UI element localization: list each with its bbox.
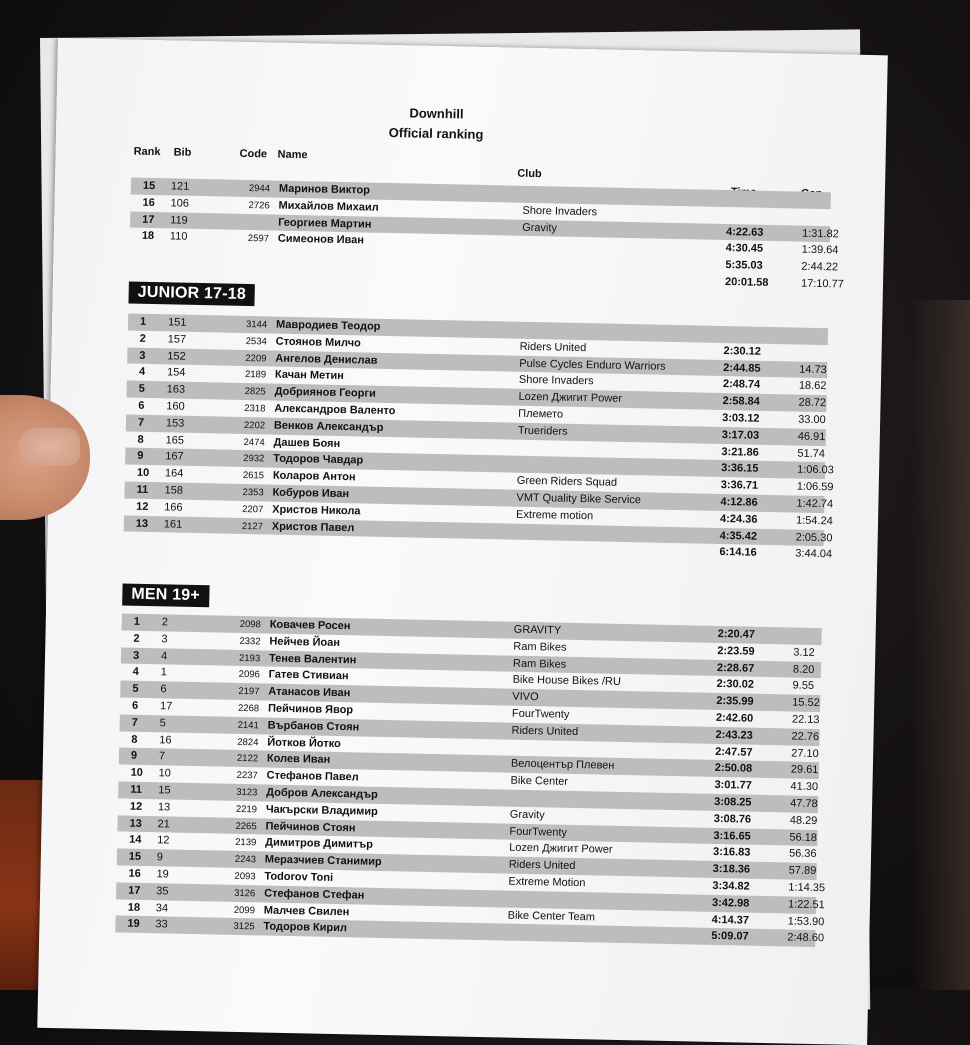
cell-time: 2:44.85: [723, 361, 761, 375]
cell-bib: 7: [158, 750, 166, 763]
cell-name: Христов Никола: [272, 503, 361, 518]
cell-rank: 7: [137, 416, 145, 429]
cell-club: VIVO: [512, 690, 539, 704]
cell-code: 2098: [239, 618, 262, 631]
cell-rank: 6: [138, 399, 145, 412]
cell-gap: 2:48.60: [787, 931, 825, 945]
cell-time: 4:35.42: [719, 529, 758, 543]
cell-club: Riders United: [511, 724, 579, 738]
cell-time: 2:50.08: [714, 762, 753, 776]
cell-gap: 28.72: [798, 396, 827, 410]
results-sheet: [37, 38, 888, 1045]
cell-gap: 57.89: [788, 864, 817, 878]
cell-bib: 2: [161, 616, 169, 629]
cell-gap: 1:14.35: [788, 881, 826, 895]
cell-gap: 1:54.24: [795, 514, 833, 528]
cell-club: Bike House Bikes /RU: [512, 674, 621, 689]
top-results-table: [129, 178, 844, 293]
cell-rank: 8: [137, 433, 144, 446]
cell-gap: 14.73: [799, 363, 827, 376]
cell-rank: 17: [128, 884, 141, 897]
cell-bib: 35: [156, 884, 169, 898]
cell-time: 4:30.45: [725, 242, 764, 256]
cell-name: Тенев Валентин: [268, 652, 357, 666]
cell-bib: 165: [165, 433, 185, 447]
cell-name: Тодоров Чавдар: [273, 452, 364, 467]
cell-bib: 154: [166, 366, 186, 380]
cell-time: 3:08.76: [713, 812, 752, 826]
cell-time: 2:23.59: [717, 644, 755, 658]
cell-rank: 4: [132, 666, 139, 679]
cell-gap: 47.78: [790, 797, 818, 811]
cell-name: Димитров Димитър: [265, 836, 374, 852]
section-label-men: MEN 19+: [122, 583, 209, 607]
cell-bib: 121: [170, 180, 190, 193]
cell-name: Ангелов Денислав: [275, 352, 378, 367]
cell-club: Green Riders Squad: [516, 474, 618, 489]
cell-code: 2139: [235, 837, 257, 849]
cell-name: Малчев Свилен: [263, 904, 350, 918]
cell-code: 3123: [236, 786, 258, 799]
background-blur-right: [910, 300, 970, 990]
cell-code: 2122: [236, 753, 259, 765]
cell-rank: 8: [131, 733, 138, 746]
cell-rank: 10: [130, 766, 143, 780]
cell-bib: 153: [165, 417, 185, 430]
cell-gap: 9.55: [792, 679, 815, 693]
cell-club: Gravity: [509, 808, 545, 822]
cell-code: 2127: [241, 520, 264, 532]
cell-bib: 152: [167, 349, 186, 363]
cell-time: 2:58.84: [722, 395, 760, 408]
cell-code: 2197: [238, 686, 260, 698]
cell-code: 2237: [236, 770, 258, 782]
cell-time: 2:30.02: [716, 678, 755, 692]
cell-bib: 158: [164, 484, 184, 497]
cell-gap: 29.61: [790, 763, 819, 777]
header-rank: Rank: [133, 145, 161, 159]
cell-club: VMT Quality Bike Service: [516, 491, 642, 507]
cell-gap: 1:53.90: [787, 915, 825, 928]
cell-club: Extreme motion: [515, 508, 594, 523]
cell-code: 2193: [238, 652, 261, 664]
cell-code: 3126: [234, 887, 256, 900]
cell-rank: 12: [129, 800, 143, 813]
cell-bib: 13: [157, 801, 171, 814]
cell-gap: 56.36: [788, 847, 817, 861]
cell-gap: 22.76: [791, 730, 820, 743]
cell-time: 3:34.82: [712, 879, 750, 893]
cell-time: 2:48.74: [722, 378, 761, 392]
cell-time: 2:28.67: [716, 661, 755, 675]
cell-bib: 161: [163, 517, 183, 531]
cell-bib: 4: [160, 649, 168, 663]
cell-bib: 163: [166, 383, 186, 396]
cell-club: Gravity: [522, 221, 558, 235]
thumb-nail: [18, 428, 80, 466]
cell-rank: 11: [136, 483, 149, 496]
cell-club: Riders United: [508, 858, 576, 873]
cell-rank: 10: [136, 466, 150, 480]
cell-name: Колев Иван: [266, 752, 331, 767]
cell-code: 2207: [242, 503, 264, 516]
cell-bib: 21: [157, 817, 170, 831]
cell-code: 2209: [245, 352, 267, 365]
cell-bib: 33: [155, 918, 168, 931]
cell-code: 2265: [235, 820, 257, 832]
cell-code: 2534: [245, 335, 267, 348]
cell-name: Todorov Toni: [264, 870, 334, 884]
cell-bib: 5: [159, 717, 166, 730]
cell-code: 2726: [248, 199, 270, 212]
cell-name: Меразчиев Станимир: [264, 853, 382, 869]
cell-name: Тодоров Кирил: [263, 920, 348, 935]
cell-club: Племето: [518, 407, 564, 421]
cell-code: 2202: [243, 419, 266, 432]
cell-bib: 15: [158, 784, 171, 797]
cell-rank: 18: [141, 230, 155, 243]
header-club: Club: [517, 167, 542, 181]
cell-code: 2474: [243, 436, 265, 448]
cell-bib: 160: [166, 400, 185, 413]
cell-code: 2932: [243, 453, 265, 465]
document-title: Downhill: [409, 105, 464, 122]
cell-club: Велоцентър Плевен: [510, 758, 615, 773]
cell-gap: 2:05.30: [795, 531, 833, 544]
header-bib: Bib: [173, 146, 192, 159]
cell-bib: 164: [164, 467, 184, 480]
cell-time: 3:08.25: [714, 795, 752, 809]
cell-bib: 166: [164, 501, 183, 514]
cell-name: Стефанов Павел: [266, 769, 359, 784]
cell-time: 6:14.16: [719, 546, 757, 560]
cell-rank: 16: [142, 196, 155, 209]
cell-gap: 3.12: [793, 646, 815, 659]
cell-gap: 3:44.04: [795, 547, 833, 561]
cell-code: 2825: [244, 386, 266, 398]
cell-gap: 41.30: [790, 780, 819, 794]
cell-rank: 12: [136, 500, 149, 513]
cell-time: 2:35.99: [716, 695, 754, 708]
cell-time: 3:36.15: [721, 462, 759, 476]
cell-name: Гатев Стивиан: [268, 668, 349, 683]
cell-code: 2219: [235, 803, 258, 816]
document-subtitle: Official ranking: [388, 124, 484, 142]
cell-rank: 1: [133, 615, 141, 628]
cell-bib: 157: [167, 333, 187, 346]
cell-rank: 15: [128, 850, 142, 864]
cell-gap: 46.91: [797, 430, 826, 443]
cell-name: Александров Валенто: [274, 402, 396, 418]
cell-gap: 1:06.03: [796, 463, 834, 477]
cell-bib: 19: [156, 868, 169, 881]
cell-name: Ковачев Росен: [269, 618, 351, 633]
cell-rank: 9: [137, 450, 144, 463]
cell-time: 3:16.83: [712, 846, 751, 860]
cell-rank: 15: [142, 179, 156, 193]
cell-time: 2:30.12: [723, 344, 762, 358]
cell-name: Симеонов Иван: [277, 233, 365, 247]
cell-bib: 110: [169, 230, 188, 244]
cell-name: Михайлов Михаил: [278, 199, 379, 214]
cell-time: 4:24.36: [719, 512, 758, 526]
cell-gap: 48.29: [789, 814, 818, 827]
cell-gap: 2:44.22: [801, 260, 839, 274]
cell-name: Добров Александър: [266, 786, 378, 801]
cell-club: Ram Bikes: [513, 640, 567, 654]
cell-time: 4:22.63: [725, 225, 764, 239]
cell-rank: 19: [127, 917, 140, 931]
cell-time: 4:12.86: [720, 495, 758, 509]
cell-club: GRAVITY: [513, 623, 562, 637]
cell-gap: 33.00: [798, 413, 826, 427]
cell-name: Стефанов Стефан: [264, 887, 365, 902]
cell-code: 2268: [237, 702, 260, 715]
cell-name: Чакърски Владимир: [265, 803, 378, 818]
cell-rank: 4: [138, 366, 146, 379]
cell-bib: 106: [170, 197, 190, 210]
cell-bib: 10: [158, 767, 171, 780]
header-name: Name: [277, 148, 308, 162]
cell-rank: 3: [139, 349, 146, 362]
cell-time: 2:43.23: [715, 728, 753, 742]
cell-rank: 7: [131, 716, 138, 729]
cell-time: 2:47.57: [715, 745, 753, 759]
cell-time: 5:09.07: [711, 930, 749, 944]
cell-club: FourTwenty: [509, 825, 568, 839]
cell-rank: 13: [129, 817, 142, 830]
cell-code: 2093: [234, 870, 256, 883]
cell-bib: 119: [170, 213, 188, 227]
cell-code: 2189: [244, 369, 267, 381]
cell-time: 3:21.86: [721, 445, 759, 459]
cell-gap: 27.10: [791, 747, 819, 760]
cell-rank: 1: [139, 315, 147, 328]
cell-time: 3:36.71: [720, 479, 759, 492]
cell-rank: 5: [138, 382, 145, 396]
cell-gap: 1:22.51: [787, 898, 825, 911]
cell-code: 2141: [237, 719, 259, 732]
cell-code: 2099: [233, 904, 256, 916]
cell-code: 2243: [234, 854, 257, 866]
cell-time: 3:17.03: [721, 428, 760, 442]
cell-rank: 9: [130, 750, 138, 763]
cell-gap: 1:39.64: [801, 244, 839, 257]
cell-name: Атанасов Иван: [268, 685, 351, 700]
cell-club: Ram Bikes: [512, 657, 567, 671]
cell-rank: 16: [128, 867, 141, 880]
cell-code: 2597: [247, 233, 270, 245]
cell-rank: 3: [132, 649, 140, 662]
cell-time: 5:35.03: [725, 259, 763, 272]
cell-bib: 6: [160, 683, 167, 696]
cell-name: Нейчев Йоан: [269, 635, 341, 649]
cell-code: 2353: [242, 486, 264, 499]
cell-rank: 14: [129, 834, 142, 847]
cell-name: Пейчинов Стоян: [265, 820, 356, 834]
cell-rank: 13: [135, 517, 149, 530]
cell-name: Кобуров Иван: [272, 486, 350, 501]
cell-rank: 2: [133, 632, 140, 645]
cell-gap: 56.18: [789, 831, 818, 844]
cell-bib: 3: [161, 633, 168, 646]
cell-code: 3144: [245, 319, 268, 331]
cell-name: Йотков Йотко: [267, 736, 341, 750]
cell-gap: 51.74: [797, 447, 826, 460]
cell-time: 20:01.58: [724, 276, 769, 289]
cell-gap: 18.62: [798, 379, 827, 393]
cell-time: 4:14.37: [711, 913, 750, 927]
cell-name: Мавродиев Теодор: [275, 318, 381, 333]
cell-club: Pulse Cycles Enduro Warriors: [519, 357, 666, 373]
cell-time: 3:03.12: [722, 411, 760, 425]
cell-name: Дашев Боян: [273, 436, 341, 450]
cell-code: 3125: [233, 921, 255, 933]
cell-bib: 34: [155, 901, 169, 915]
cell-bib: 12: [157, 834, 170, 847]
cell-name: Върбанов Стоян: [267, 719, 360, 734]
cell-code: 2332: [239, 635, 261, 648]
cell-club: Shore Invaders: [522, 204, 598, 219]
cell-name: Стоянов Милчо: [275, 335, 361, 350]
cell-code: 2824: [237, 736, 259, 748]
cell-gap: 17:10.77: [800, 277, 844, 291]
cell-rank: 5: [132, 682, 139, 696]
cell-name: Коларов Антон: [272, 469, 356, 484]
men-results-table: [115, 613, 826, 947]
cell-rank: 6: [131, 699, 139, 712]
cell-club: Extreme Motion: [508, 875, 586, 890]
cell-code: 2096: [238, 669, 260, 681]
cell-time: 3:42.98: [711, 896, 750, 910]
section-label-junior: JUNIOR 17-18: [128, 282, 255, 307]
cell-name: Пейчинов Явор: [267, 702, 354, 717]
cell-club: Bike Center: [510, 774, 569, 789]
cell-name: Христов Павел: [271, 520, 355, 534]
cell-time: 3:01.77: [714, 779, 752, 792]
cell-time: 3:18.36: [712, 863, 751, 876]
cell-time: 2:20.47: [717, 627, 756, 641]
cell-club: FourTwenty: [511, 707, 570, 721]
cell-name: Качан Метин: [274, 369, 344, 383]
cell-code: 2615: [242, 470, 265, 482]
cell-code: 2318: [244, 402, 266, 415]
cell-bib: 1: [160, 666, 167, 679]
cell-rank: 17: [142, 213, 155, 226]
cell-club: Riders United: [519, 340, 587, 354]
cell-bib: 9: [156, 851, 164, 864]
cell-gap: 8.20: [792, 663, 815, 676]
cell-name: Маринов Виктор: [278, 182, 370, 197]
cell-gap: 1:42.74: [796, 497, 834, 511]
cell-time: 3:16.65: [713, 829, 751, 843]
cell-gap: 1:31.82: [801, 227, 839, 240]
header-code: Code: [239, 147, 268, 161]
cell-name: Георгиев Мартин: [278, 216, 372, 231]
cell-bib: 16: [159, 733, 172, 747]
cell-bib: 17: [159, 700, 173, 713]
cell-club: Bike Center Team: [507, 909, 596, 923]
cell-bib: 167: [165, 450, 184, 464]
cell-club: Shore Invaders: [518, 374, 594, 388]
cell-gap: 22.13: [791, 713, 820, 727]
cell-rank: 11: [130, 783, 143, 796]
cell-rank: 2: [139, 332, 146, 345]
cell-code: 2944: [248, 183, 271, 195]
cell-gap: 1:06.59: [796, 480, 834, 494]
junior-results-table: [123, 314, 834, 564]
cell-rank: 18: [127, 901, 141, 914]
cell-bib: 151: [167, 316, 187, 329]
cell-club: Lozen Джигит Power: [509, 841, 613, 857]
cell-name: Добриянов Георги: [274, 385, 376, 400]
cell-club: Trueriders: [517, 424, 568, 438]
cell-gap: 15.52: [792, 696, 820, 710]
cell-club: Lozen Джигит Power: [518, 390, 623, 406]
cell-time: 2:42.60: [715, 711, 754, 725]
cell-name: Венков Александър: [273, 419, 384, 434]
